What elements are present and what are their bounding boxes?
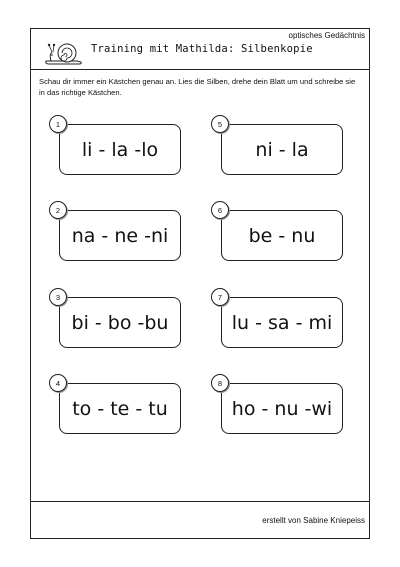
snail-icon bbox=[43, 41, 83, 65]
syllable-card[interactable] bbox=[217, 379, 343, 434]
card-syllables: to - te - tu bbox=[72, 397, 168, 420]
card-syllables: ni - la bbox=[255, 138, 309, 161]
worksheet-title: Training mit Mathilda: Silbenkopie bbox=[91, 43, 313, 55]
card-syllables: ho - nu -wi bbox=[231, 397, 333, 420]
card-number-badge: 1 bbox=[49, 115, 67, 133]
author-credit: erstellt von Sabine Kniepeiss bbox=[262, 516, 365, 525]
instructions-text: Schau dir immer ein Kästchen genau an. Lies die Silben, drehe dein Blatt um und schreibe sie in das richtige Kästchen. bbox=[39, 77, 356, 97]
syllable-card[interactable] bbox=[217, 293, 343, 348]
card-number-badge: 8 bbox=[211, 374, 229, 392]
card-number-badge: 2 bbox=[49, 201, 67, 219]
card-number-badge: 6 bbox=[211, 201, 229, 219]
worksheet-frame bbox=[30, 28, 370, 539]
worksheet-footer bbox=[31, 501, 369, 525]
topic-tag: optisches Gedächtnis bbox=[288, 31, 365, 40]
card-number-badge: 4 bbox=[49, 374, 67, 392]
card-syllables: li - la -lo bbox=[81, 138, 159, 161]
syllable-card[interactable] bbox=[217, 120, 343, 175]
card-number-badge: 3 bbox=[49, 288, 67, 306]
card-syllables: lu - sa - mi bbox=[231, 311, 333, 334]
syllable-card[interactable] bbox=[55, 379, 181, 434]
card-syllables: be - nu bbox=[248, 224, 316, 247]
syllable-card[interactable] bbox=[55, 120, 181, 175]
card-number-badge: 5 bbox=[211, 115, 229, 133]
card-syllables: na - ne -ni bbox=[71, 224, 169, 247]
syllable-card[interactable] bbox=[217, 206, 343, 261]
card-number-badge: 7 bbox=[211, 288, 229, 306]
syllable-card[interactable] bbox=[55, 293, 181, 348]
card-syllables: bi - bo -bu bbox=[71, 311, 169, 334]
syllable-card[interactable] bbox=[55, 206, 181, 261]
worksheet-header bbox=[31, 29, 369, 70]
